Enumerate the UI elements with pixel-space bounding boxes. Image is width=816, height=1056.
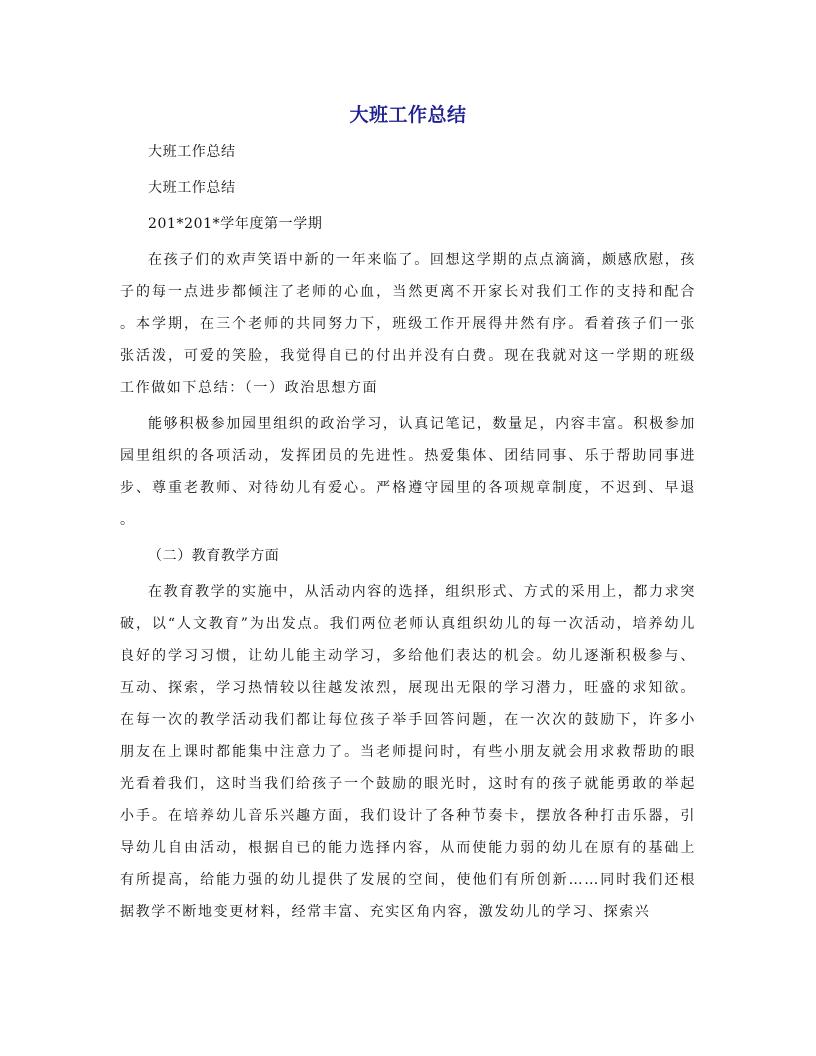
paragraph-heading-repeat-1: 大班工作总结 — [148, 144, 236, 160]
paragraph-heading-repeat-2: 大班工作总结 — [148, 180, 236, 196]
document-title: 大班工作总结 — [349, 104, 467, 126]
document-body — [120, 136, 696, 928]
paragraph-intro: 在孩子们的欢声笑语中新的一年来临了。回想这学期的点点滴滴，颇感欣慰，孩子的每一点进步都倾注了老师的心血，当然更离不开家长对我们工作的支持和配合。本学期，在三个老师的共同努力下，班级工作开展得井然有序。看着孩子们一张张活泼，可爱的笑脸，我觉得自已的付出并没有白费。现在我就对这一学期的班级工作做如下总结：（一）政治思想方面 — [120, 252, 696, 396]
paragraph-teaching: 在教育教学的实施中，从活动内容的选择，组织形式、方式的采用上，都力求突破，以“人文教育”为出发点。我们两位老师认真组织幼儿的每一次活动，培养幼儿良好的学习习惯，让幼儿能主动学习，多给他们表达的机会。幼儿逐渐积极参与、互动、探索，学习热情较以往越发浓烈，展现出无限的学习潜力，旺盛的求知欲。在每一次的教学活动我们都让每位孩子举手回答问题，在一次次的鼓励下，许多小朋友在上课时都能集中注意力了。当老师提问时，有些小朋友就会用求救帮助的眼光看着我们，这时当我们给孩子一个鼓励的眼光时，这时有的孩子就能勇敢的举起小手。在培养幼儿音乐兴趣方面，我们设计了各种节奏卡，摆放各种打击乐器，引导幼儿自由活动，根据自已的能力选择内容，从而使能力弱的幼儿在原有的基础上有所提高，给能力强的幼儿提供了发展的空间，使他们有所创新……同时我们还根据教学不断地变更材料，经常丰富、充实区角内容，激发幼儿的学习、探索兴 — [120, 584, 696, 920]
paragraph-political: 能够积极参加园里组织的政治学习，认真记笔记，数量足，内容丰富。积极参加园里组织的各项活动，发挥团员的先进性。热爱集体、团结同事、乐于帮助同事进步、尊重老教师、对待幼儿有爱心。严格遵守园里的各项规章制度，不迟到、早退。 — [120, 416, 696, 528]
paragraph-semester: 201*201*学年度第一学期 — [148, 216, 323, 232]
paragraph-section-heading: （二）教育教学方面 — [148, 548, 280, 564]
